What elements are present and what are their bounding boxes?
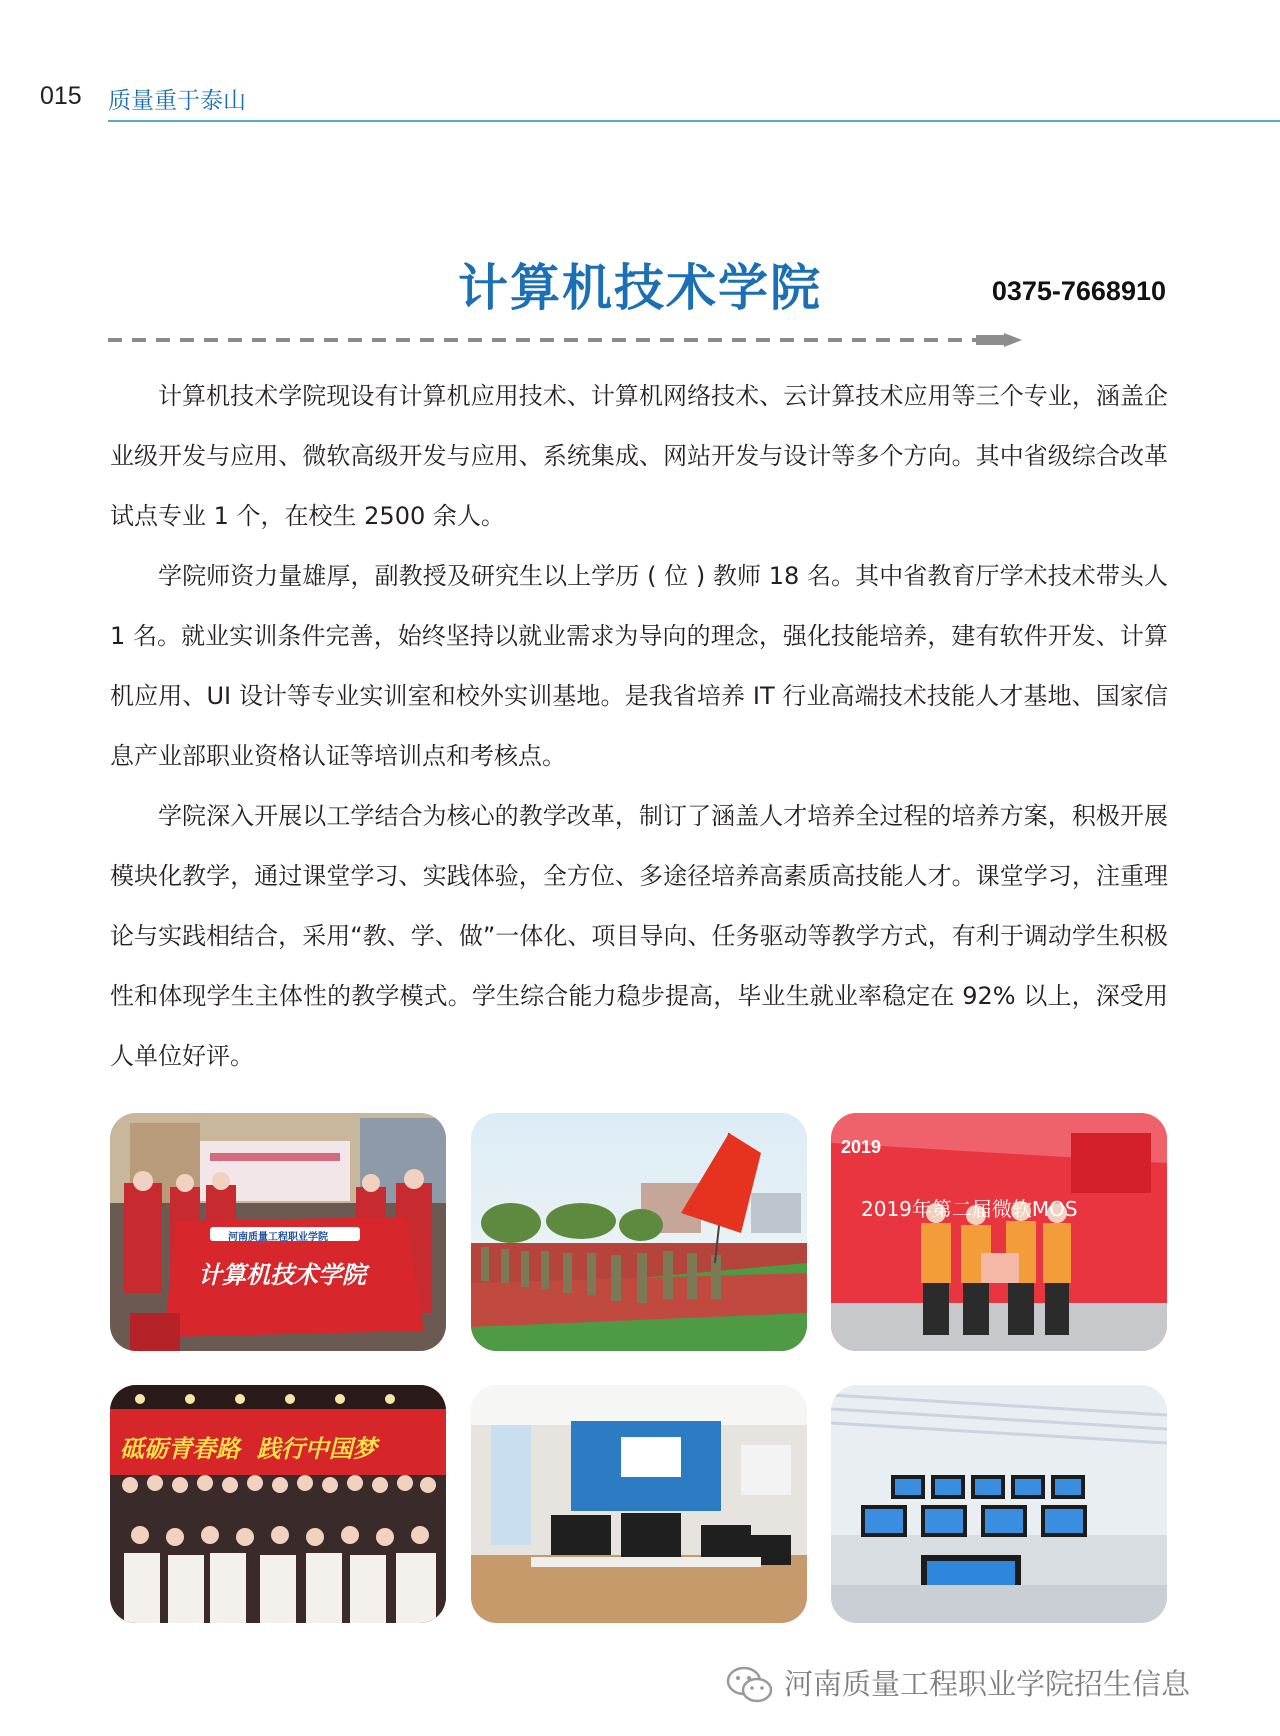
stage-slogan: 砥砺青春路 践行中国梦	[120, 1434, 377, 1463]
wechat-icon	[726, 1666, 774, 1704]
footer-account	[726, 1662, 1246, 1706]
section-title: 计算机技术学院	[458, 259, 822, 317]
paragraph: 学院深入开展以工学结合为核心的教学改革，制订了涵盖人才培养全过程的培养方案，积极开展模块化教学，通过课堂学习、实践体验，全方位、多途径培养高素质高技能人才。课堂学习，注重理论与实践相结合，采用“教、学、做”一体化、项目导向、任务驱动等教学方式，有利于调动学生积极性和体现学生主体性的教学模式。学生综合能力稳步提高，毕业生就业率稳定在 92% 以上，深受用人单位好评。	[110, 802, 1168, 1070]
body-text	[110, 366, 1168, 1086]
photo-parade	[471, 1113, 807, 1351]
competition-backdrop-text: 2019年第二届微软MOS	[861, 1197, 1078, 1221]
photo-stage-group	[110, 1385, 446, 1623]
photo-volunteers-banner	[110, 1113, 446, 1351]
footer-account-name: 河南质量工程职业学院招生信息	[784, 1667, 1191, 1701]
paragraph: 学院师资力量雄厚，副教授及研究生以上学历 ( 位 ) 教师 18 名。其中省教育厅学术技术带头人 1 名。就业实训条件完善，始终坚持以就业需求为导向的理念，强化技能培养，建有软件开发、计算机应用、UI 设计等专业实训室和校外实训基地。是我省培养 IT 行业高端技术技能人才基地、国家信息产业部职业资格认证等培训点和考核点。	[110, 562, 1168, 770]
banner-college-name: 计算机技术学院	[198, 1260, 366, 1289]
page-number: 015	[40, 82, 82, 110]
photo-computer-lab	[831, 1385, 1167, 1623]
header-divider	[108, 120, 1280, 122]
photo-classroom	[471, 1385, 807, 1623]
competition-year-badge: 2019	[841, 1137, 882, 1157]
dashed-arrow-divider	[108, 333, 1022, 347]
banner-school-name: 河南质量工程职业学院	[228, 1232, 328, 1243]
contact-phone: 0375-7668910	[991, 276, 1166, 306]
paragraph: 计算机技术学院现设有计算机应用技术、计算机网络技术、云计算技术应用等三个专业，涵盖企业级开发与应用、微软高级开发与应用、系统集成、网站开发与设计等多个方向。其中省级综合改革试点专业 1 个，在校生 2500 余人。	[110, 382, 1168, 530]
running-title: 质量重于泰山	[108, 88, 246, 114]
photo-competition	[831, 1113, 1167, 1351]
